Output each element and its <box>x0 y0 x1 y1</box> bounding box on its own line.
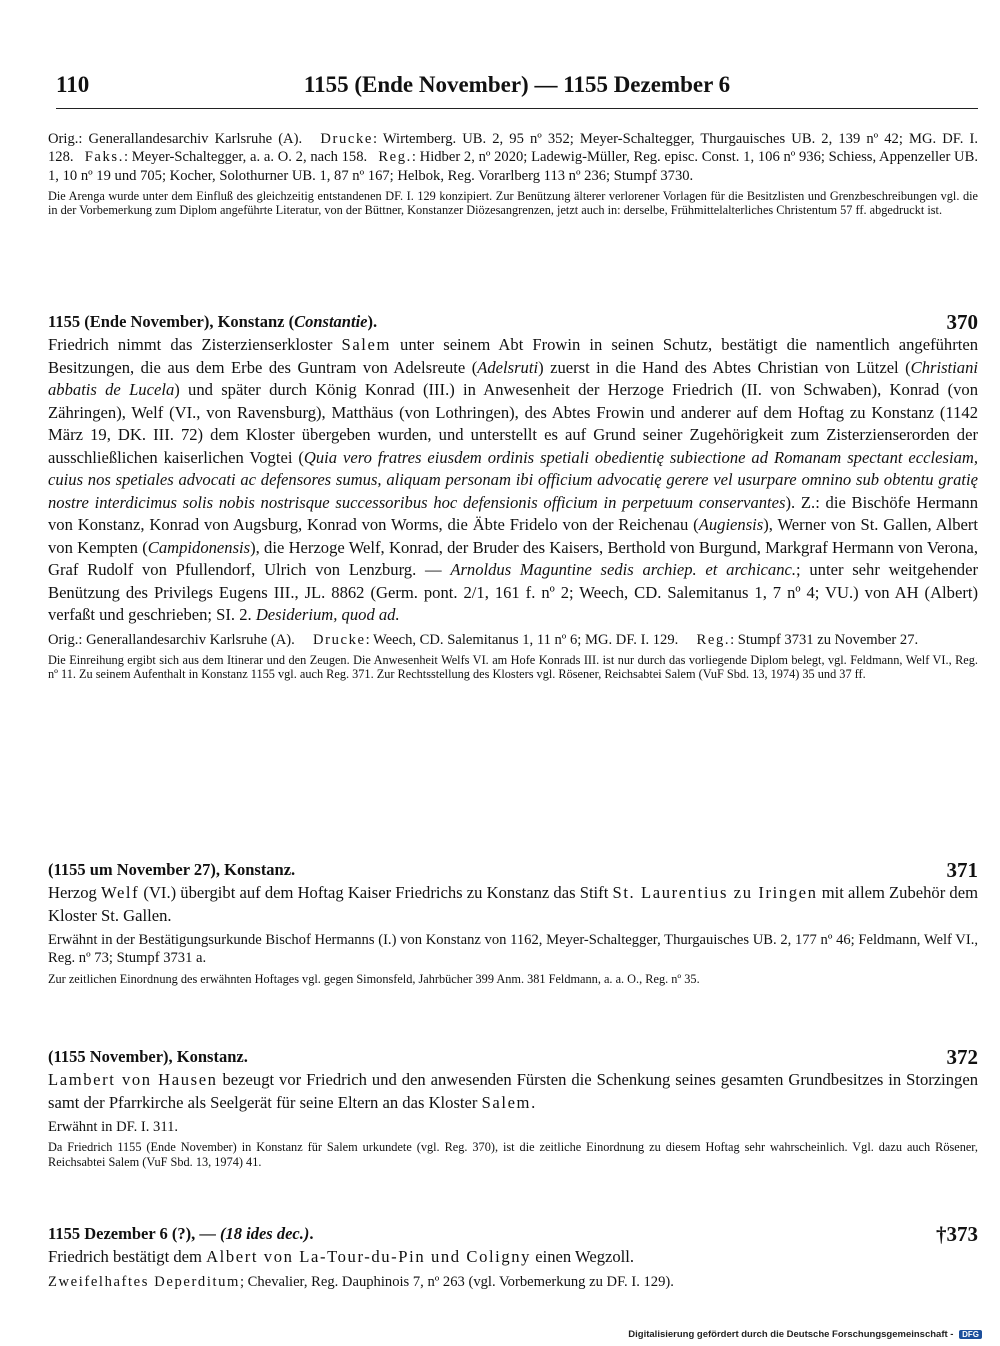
previous-entry-sources: Orig.: Generallandesarchiv Karlsruhe (A). Drucke: Wirtemberg. UB. 2, 95 nº 352; Meyer-Schaltegger, Thurgauisches UB. 2, 139 nº 42; MG. DF. I. 128. Faks.: Meyer-Schaltegger, a. a. O. 2, nach 158. Reg.: Hidber 2, nº 2020; Ladewig-Müller, Reg. episc. Const. 1, 106 nº 936; Schiess, Appenzeller UB. 1, 10 nº 19 und 705; Kocher, Solothurner UB. 1, 87 nº 167; Helbok, Reg. Vorarlberg 113 nº 236; Stumpf 3730. <box>48 131 978 184</box>
regest-heading: 1155 (Ende November), Konstanz (Constantie). 370 <box>48 310 978 334</box>
regest-sources: Zweifelhaftes Deperditum; Chevalier, Reg. Dauphinois 7, nº 263 (vgl. Vorbemerkung zu DF. I. 129). <box>48 1273 674 1290</box>
regest-number: 372 <box>946 1045 978 1069</box>
regest-number: 371 <box>946 858 978 882</box>
running-title: 1155 (Ende November) — 1155 Dezember 6 <box>303 72 731 97</box>
regest-summary: Herzog Welf (VI.) übergibt auf dem Hoftag Kaiser Friedrichs zu Konstanz das Stift St. Laurentius zu Iringen mit allem Zubehör dem Kloster St. Gallen. <box>48 883 978 925</box>
page-number: 110 <box>56 72 90 97</box>
regest-heading: 1155 Dezember 6 (?), — (18 ides dec.). †373 <box>48 1222 978 1246</box>
regest-summary: Lambert von Hausen bezeugt vor Friedrich und den anwesenden Fürsten die Schenkung seines gesamten Grundbesitzes in Storzingen samt der Pfarrkirche als Seelgerät für seine Eltern an das Kloster Salem. <box>48 1070 979 1112</box>
regest-summary: Friedrich bestätigt dem Albert von La-Tour-du-Pin und Coligny einen Wegzoll. <box>48 1247 635 1266</box>
regest-summary: Friedrich nimmt das Zisterzienserkloster Salem unter seinem Abt Frowin in seinen Schutz, bestätigt die namentlich angeführten Besitzungen, die aus dem Erbe des Guntram von Adelsreute (Adelsruti) zuerst in die Hand des Abtes Christian von Lützel (Christiani abbatis de Lucela) und später durch König Konrad (III.) in Anwesenheit der Herzoge Friedrich (II. von Schwaben), Konrad (von Zähringen), Welf (VI., von Ravensburg), Matthäus (von Lothringen), des Abtes Frowin und anderer auf dem Hoftag zu Konstanz (1142 März 19, DK. III. 72) dem Kloster übergeben wurden, und unterstellt es auf Grund seiner Zugehörigkeit zum Zisterzienserorden der ausschließlichen kaiserlichen Vogtei (Quia vero fratres eiusdem ordinis spetiali obedientię subiectione ad Romanam spectant ecclesiam, cuius nos spetiales advocati ac defensores sumus, aliquam personam ibi officium advocatię gerere vel usurpare omnino sub obtentu gratię nostre interdicimus solis nobis nostrisque successoribus hoc defensionis officium in perpetuum conservantes). Z.: die Bischöfe Hermann von Konstanz, Konrad von Augsburg, Konrad von Worms, die Äbte Fridelo von der Reichenau (Augiensis), Werner von St. Gallen, Albert von Kempten (Campidonensis), die Herzoge Welf, Konrad, der Bruder des Kaisers, Berthold von Burgund, Markgraf Hermann von Verona, Graf Rudolf von Pfullendorf, Ulrich von Lenzburg. — Arnoldus Maguntine sedis archiep. et archicanc.; unter sehr weitgehender Benützung des Privilegs Eugens III., JL. 8862 (Germ. pont. 2/1, 161 f. nº 2; Weech, CD. Salemitanus 1, 7 nº 4; VU.) von AH (Albert) verfaßt und geschrieben; SI. 2. Desiderium, quod ad. <box>48 335 978 624</box>
previous-entry <box>48 130 978 218</box>
regest-sources: Erwähnt in DF. I. 311. <box>48 1119 179 1135</box>
regest-heading: (1155 November), Konstanz. 372 <box>48 1045 978 1069</box>
page-header <box>56 72 978 109</box>
page-footer <box>628 1329 982 1340</box>
regest-373 <box>48 1222 978 1291</box>
regest-note: Da Friedrich 1155 (Ende November) in Konstanz für Salem urkundete (vgl. Reg. 370), ist die zeitliche Einordnung zu diesem Hoftag sehr wahrscheinlich. Vgl. dazu auch Rösener, Reichsabtei Salem (VuF Sbd. 13, 1974) 41. <box>48 1140 978 1169</box>
regest-heading: (1155 um November 27), Konstanz. 371 <box>48 858 978 882</box>
footer-text: Digitalisierung gefördert durch die Deutsche Forschungsgemeinschaft - <box>628 1329 954 1340</box>
regest-sources: Erwähnt in der Bestätigungsurkunde Bischof Hermanns (I.) von Konstanz von 1162, Meyer-Schaltegger, Thurgauisches UB. 2, 177 nº 46; Feldmann, Welf VI., Reg. nº 73; Stumpf 3731 a. <box>48 932 978 967</box>
regest-370 <box>48 310 978 682</box>
document-page <box>48 0 978 1346</box>
regest-note: Die Einreihung ergibt sich aus dem Itinerar und den Zeugen. Die Anwesenheit Welfs VI. am Hofe Konrads III. ist nur durch das vorliegende Diplom belegt, vgl. Feldmann, Welf VI., Reg. nº 11. Zu seinem Aufenthalt in Konstanz 1155 vgl. auch Reg. 371. Zur Rechtsstellung des Klosters vgl. Rösener, Reichsabtei Salem (VuF Sbd. 13, 1974) 35 und 37 ff. <box>48 652 978 682</box>
regest-number: 370 <box>946 310 978 334</box>
dfg-logo: DFG <box>959 1330 982 1339</box>
regest-371 <box>48 858 978 986</box>
regest-number: †373 <box>936 1222 978 1246</box>
regest-sources: Orig.: Generallandesarchiv Karlsruhe (A). Drucke: Weech, CD. Salemitanus 1, 11 nº 6; MG. DF. I. 129. Reg.: Stumpf 3731 zu November 27. <box>48 631 919 648</box>
regest-372 <box>48 1045 978 1169</box>
regest-note: Zur zeitlichen Einordnung des erwähnten Hoftages vgl. gegen Simonsfeld, Jahrbücher 399 Anm. 381 Feldmann, a. a. O., Reg. nº 35. <box>48 971 700 986</box>
previous-entry-note: Die Arenga wurde unter dem Einfluß des gleichzeitig entstandenen DF. I. 129 konzipiert. Zur Benützung älterer verlorener Vorlagen für die Besitzlisten und Grenzbeschreibungen vgl. die in der Vorbemerkung zum Diplom angeführte Literatur, von der Büttner, Konstanzer Diözesangrenzen, jetzt auch in: derselbe, Frühmittelalterliches Christentum 57 ff. abgedruckt ist. <box>48 188 978 218</box>
